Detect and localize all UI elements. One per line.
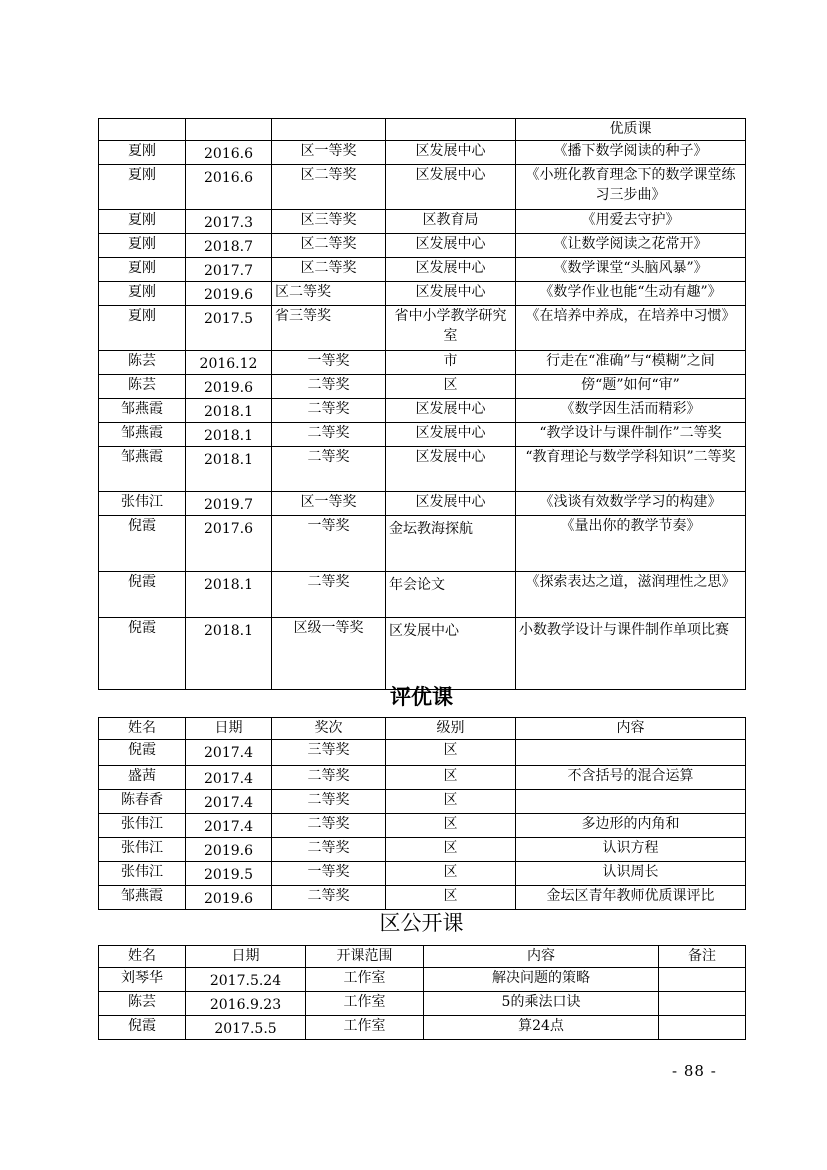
table-cell: 二等奖 bbox=[272, 399, 386, 423]
table-cell: 倪霞 bbox=[99, 618, 186, 690]
table-cell: 2017.5.5 bbox=[186, 1016, 306, 1040]
table-header-row bbox=[99, 119, 746, 141]
table-cell: 2018.1 bbox=[186, 399, 272, 423]
table-cell: 张伟江 bbox=[99, 492, 186, 516]
table-cell: 2017.7 bbox=[186, 258, 272, 282]
table-cell: 2016.6 bbox=[186, 141, 272, 165]
table-cell: 《小班化教育理念下的数学课堂练习三步曲》 bbox=[516, 165, 746, 210]
column-header: 内容 bbox=[516, 718, 746, 740]
table-cell: 2019.6 bbox=[186, 838, 272, 862]
table-cell bbox=[659, 1016, 746, 1040]
column-header: 内容 bbox=[424, 946, 659, 968]
table-row bbox=[99, 375, 746, 399]
table-cell: 邹燕霞 bbox=[99, 447, 186, 492]
table-row bbox=[99, 165, 746, 210]
table-cell bbox=[99, 119, 186, 141]
table-cell: 夏刚 bbox=[99, 210, 186, 234]
table-cell: 二等奖 bbox=[272, 790, 386, 814]
column-header: 奖次 bbox=[272, 718, 386, 740]
section-title-pingyou: 评优课 bbox=[390, 685, 453, 709]
table-cell: 2019.6 bbox=[186, 375, 272, 399]
table-cell: 2017.4 bbox=[186, 790, 272, 814]
table-cell: 区 bbox=[386, 838, 516, 862]
table-cell: 《用爱去守护》 bbox=[516, 210, 746, 234]
table-cell: 2016.9.23 bbox=[186, 992, 306, 1016]
table-cell: 区二等奖 bbox=[272, 258, 386, 282]
table-cell: 盛茜 bbox=[99, 766, 186, 790]
table-row bbox=[99, 306, 746, 351]
table-cell: 一等奖 bbox=[272, 862, 386, 886]
table-row bbox=[99, 141, 746, 165]
table-cell: 二等奖 bbox=[272, 838, 386, 862]
table-cell: 区 bbox=[386, 862, 516, 886]
table-cell: 区 bbox=[386, 740, 516, 766]
table-cell: 2017.4 bbox=[186, 740, 272, 766]
table-cell bbox=[516, 790, 746, 814]
table-cell: 邹燕霞 bbox=[99, 399, 186, 423]
table-cell: 区 bbox=[386, 766, 516, 790]
table-cell: 不含括号的混合运算 bbox=[516, 766, 746, 790]
table-cell bbox=[186, 119, 272, 141]
table-cell: 认识方程 bbox=[516, 838, 746, 862]
table-cell: 陈春香 bbox=[99, 790, 186, 814]
table-cell: 区级一等奖 bbox=[272, 618, 386, 690]
table-row bbox=[99, 423, 746, 447]
table-cell: 省中小学教学研究室 bbox=[386, 306, 516, 351]
table-cell: 夏刚 bbox=[99, 306, 186, 351]
column-header: 开课范围 bbox=[306, 946, 424, 968]
gongkai-table bbox=[98, 945, 746, 1040]
table-cell: 2018.1 bbox=[186, 447, 272, 492]
table-cell: 区一等奖 bbox=[272, 141, 386, 165]
table-cell bbox=[516, 740, 746, 766]
table-cell: 二等奖 bbox=[272, 447, 386, 492]
column-header: 日期 bbox=[186, 946, 306, 968]
table-cell: 夏刚 bbox=[99, 141, 186, 165]
table-cell: 倪霞 bbox=[99, 1016, 186, 1040]
table-row bbox=[99, 351, 746, 375]
table-cell: 年会论文 bbox=[386, 572, 516, 618]
table-cell: 5的乘法口诀 bbox=[424, 992, 659, 1016]
table-cell bbox=[659, 992, 746, 1016]
table-cell: 2018.1 bbox=[186, 572, 272, 618]
table-cell: 2017.6 bbox=[186, 516, 272, 572]
table-cell: 区二等奖 bbox=[272, 165, 386, 210]
table-cell: 夏刚 bbox=[99, 234, 186, 258]
table-cell: 夏刚 bbox=[99, 165, 186, 210]
table-cell: 张伟江 bbox=[99, 814, 186, 838]
table-cell: 张伟江 bbox=[99, 838, 186, 862]
table-row bbox=[99, 862, 746, 886]
table-row bbox=[99, 618, 746, 690]
table-row bbox=[99, 814, 746, 838]
table-cell: 区 bbox=[386, 814, 516, 838]
table-cell: 2016.6 bbox=[186, 165, 272, 210]
table-cell: 2019.7 bbox=[186, 492, 272, 516]
table-cell: 认识周长 bbox=[516, 862, 746, 886]
pingyou-table bbox=[98, 717, 746, 910]
section-title-gongkai: 区公开课 bbox=[379, 911, 464, 935]
table-cell: 区一等奖 bbox=[272, 492, 386, 516]
table-cell: 区 bbox=[386, 790, 516, 814]
table-cell: 2017.4 bbox=[186, 766, 272, 790]
table-cell: 行走在“准确”与“模糊”之间 bbox=[516, 351, 746, 375]
table-cell: 2017.5 bbox=[186, 306, 272, 351]
table-cell: 陈芸 bbox=[99, 375, 186, 399]
table-cell bbox=[659, 968, 746, 992]
table-cell: 《探索表达之道，滋润理性之思》 bbox=[516, 572, 746, 618]
table-cell: 2019.6 bbox=[186, 886, 272, 910]
table-row bbox=[99, 968, 746, 992]
table-cell: 区发展中心 bbox=[386, 258, 516, 282]
table-cell: “教育理论与数学学科知识”二等奖 bbox=[516, 447, 746, 492]
awards-table bbox=[98, 118, 746, 690]
table-cell: 二等奖 bbox=[272, 814, 386, 838]
table-cell: 省三等奖 bbox=[272, 306, 386, 351]
table-cell: 一等奖 bbox=[272, 351, 386, 375]
table-cell: 2019.5 bbox=[186, 862, 272, 886]
table-row bbox=[99, 258, 746, 282]
table-cell: 区二等奖 bbox=[272, 282, 386, 306]
table-cell: 倪霞 bbox=[99, 572, 186, 618]
table-cell: 工作室 bbox=[306, 992, 424, 1016]
table-cell: 二等奖 bbox=[272, 886, 386, 910]
table-row bbox=[99, 838, 746, 862]
table-cell: 区教育局 bbox=[386, 210, 516, 234]
table-cell: 区发展中心 bbox=[386, 141, 516, 165]
table-cell: 三等奖 bbox=[272, 740, 386, 766]
page-number: - 88 - bbox=[672, 1062, 717, 1080]
table-cell: 区 bbox=[386, 375, 516, 399]
table-cell: 倪霞 bbox=[99, 516, 186, 572]
table-cell: 《量出你的教学节奏》 bbox=[516, 516, 746, 572]
table-cell: 2016.12 bbox=[186, 351, 272, 375]
table-cell: 工作室 bbox=[306, 1016, 424, 1040]
table-cell: 区二等奖 bbox=[272, 234, 386, 258]
column-header: 级别 bbox=[386, 718, 516, 740]
table-cell: 区发展中心 bbox=[386, 618, 516, 690]
table-cell: 金坛教海探航 bbox=[386, 516, 516, 572]
table-cell: 区发展中心 bbox=[386, 282, 516, 306]
table-row bbox=[99, 790, 746, 814]
table-cell: 刘琴华 bbox=[99, 968, 186, 992]
table-row bbox=[99, 516, 746, 572]
table-cell: 区 bbox=[386, 886, 516, 910]
table-cell: 2017.4 bbox=[186, 814, 272, 838]
table-row bbox=[99, 572, 746, 618]
table-cell: 《播下数学阅读的种子》 bbox=[516, 141, 746, 165]
table-cell: 陈芸 bbox=[99, 992, 186, 1016]
table-header-row bbox=[99, 718, 746, 740]
table-cell: 2017.3 bbox=[186, 210, 272, 234]
table-header-row bbox=[99, 946, 746, 968]
column-header: 姓名 bbox=[99, 946, 186, 968]
table-cell: 二等奖 bbox=[272, 423, 386, 447]
table-row bbox=[99, 234, 746, 258]
table-cell bbox=[272, 119, 386, 141]
table-cell: 一等奖 bbox=[272, 516, 386, 572]
table-cell: 夏刚 bbox=[99, 258, 186, 282]
table-cell: 市 bbox=[386, 351, 516, 375]
table-cell: 陈芸 bbox=[99, 351, 186, 375]
column-header: 姓名 bbox=[99, 718, 186, 740]
table-cell: 二等奖 bbox=[272, 766, 386, 790]
table-cell: 2018.1 bbox=[186, 618, 272, 690]
table-cell: 区发展中心 bbox=[386, 447, 516, 492]
table-cell: 小数教学设计与课件制作单项比赛 bbox=[516, 618, 746, 690]
table-row bbox=[99, 886, 746, 910]
column-header: 备注 bbox=[659, 946, 746, 968]
table-cell: 工作室 bbox=[306, 968, 424, 992]
table-cell: 区发展中心 bbox=[386, 399, 516, 423]
table-cell: 张伟江 bbox=[99, 862, 186, 886]
table-row bbox=[99, 992, 746, 1016]
table-cell: 《在培养中养成，在培养中习惯》 bbox=[516, 306, 746, 351]
table-cell: 《浅谈有效数学学习的构建》 bbox=[516, 492, 746, 516]
table-row bbox=[99, 766, 746, 790]
table-cell: 金坛区青年教师优质课评比 bbox=[516, 886, 746, 910]
column-header: 日期 bbox=[186, 718, 272, 740]
table-cell: 倪霞 bbox=[99, 740, 186, 766]
table-cell: 《数学作业也能“生动有趣”》 bbox=[516, 282, 746, 306]
table-cell: 区三等奖 bbox=[272, 210, 386, 234]
table-cell: 算24点 bbox=[424, 1016, 659, 1040]
table-cell: 区发展中心 bbox=[386, 423, 516, 447]
table-cell: 邹燕霞 bbox=[99, 886, 186, 910]
table-header-cell: 优质课 bbox=[516, 119, 746, 141]
table-cell: 二等奖 bbox=[272, 375, 386, 399]
table-cell: 区发展中心 bbox=[386, 234, 516, 258]
table-row bbox=[99, 740, 746, 766]
table-cell: 傍“题”如何“审” bbox=[516, 375, 746, 399]
table-cell: 区发展中心 bbox=[386, 165, 516, 210]
table-cell: 解决问题的策略 bbox=[424, 968, 659, 992]
table-row bbox=[99, 1016, 746, 1040]
table-row bbox=[99, 492, 746, 516]
table-row bbox=[99, 399, 746, 423]
table-cell: 《让数学阅读之花常开》 bbox=[516, 234, 746, 258]
table-cell: “教学设计与课件制作”二等奖 bbox=[516, 423, 746, 447]
table-cell: 《数学因生活而精彩》 bbox=[516, 399, 746, 423]
table-cell: 2018.1 bbox=[186, 423, 272, 447]
table-cell: 多边形的内角和 bbox=[516, 814, 746, 838]
table-cell bbox=[386, 119, 516, 141]
table-row bbox=[99, 282, 746, 306]
table-cell: 二等奖 bbox=[272, 572, 386, 618]
table-cell: 2019.6 bbox=[186, 282, 272, 306]
table-cell: 《数学课堂“头脑风暴”》 bbox=[516, 258, 746, 282]
table-row bbox=[99, 447, 746, 492]
table-cell: 邹燕霞 bbox=[99, 423, 186, 447]
table-row bbox=[99, 210, 746, 234]
table-cell: 2017.5.24 bbox=[186, 968, 306, 992]
table-cell: 2018.7 bbox=[186, 234, 272, 258]
table-cell: 夏刚 bbox=[99, 282, 186, 306]
table-cell: 区发展中心 bbox=[386, 492, 516, 516]
